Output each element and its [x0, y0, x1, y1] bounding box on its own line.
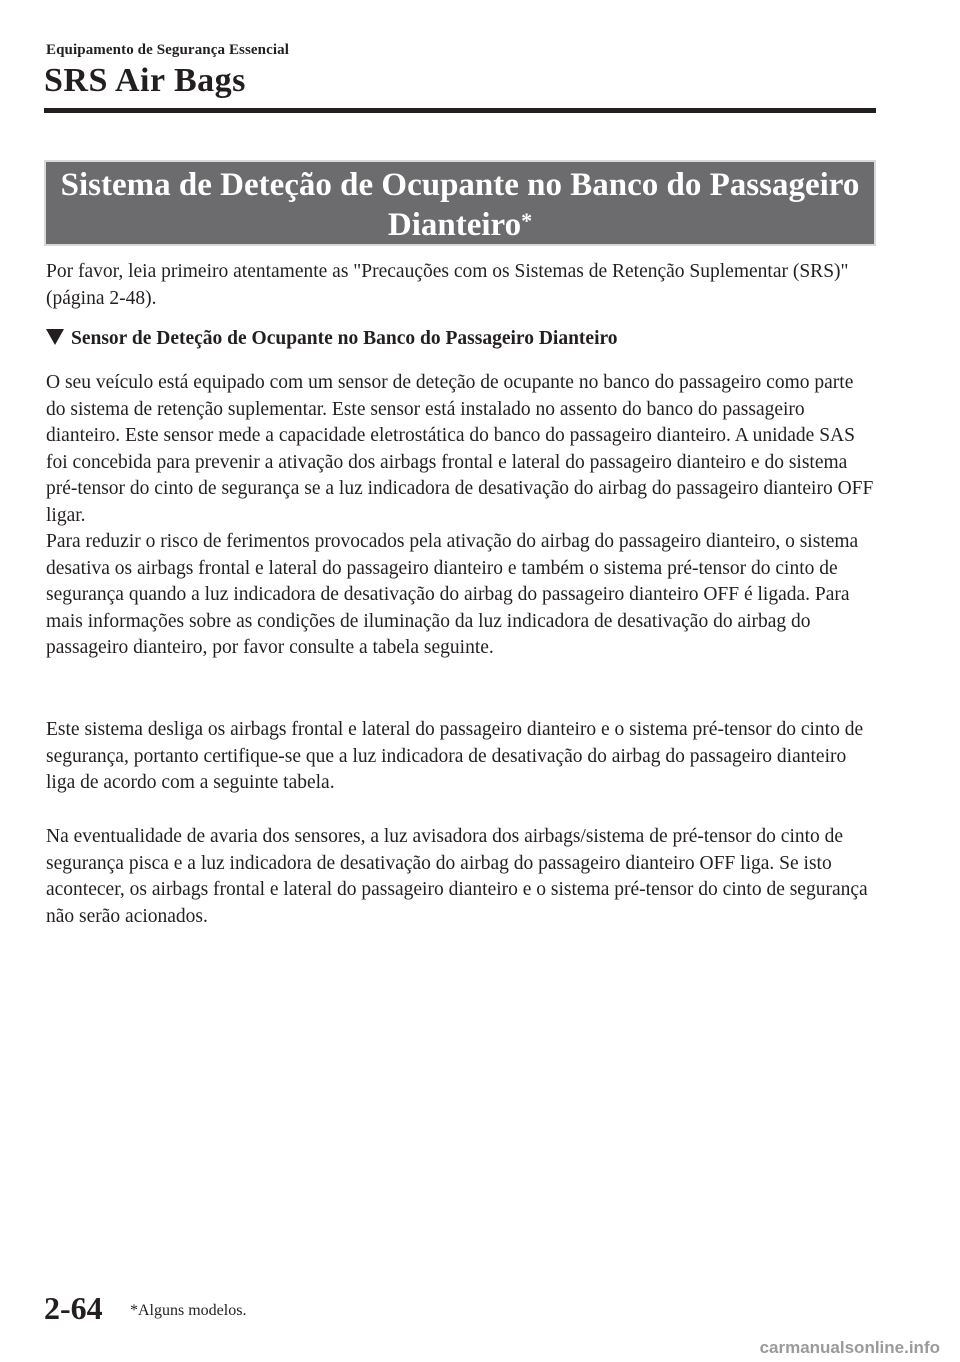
paragraph-3: Este sistema desliga os airbags frontal e lateral do passageiro dianteiro e o sistema pré-tensor do cinto de segurança, portanto certifique-se que a luz indicadora de desativação do airbag do passageiro dianteiro liga de acordo com a seguinte tabela. — [46, 719, 864, 793]
paragraph-4: Na eventualidade de avaria dos sensores, a luz avisadora dos airbags/sistema de pré-tensor do cinto de segurança pisca e a luz indicadora de desativação do airbag do passageiro dianteiro OFF liga. Se isto acontecer, os airbags frontal e lateral do passageiro dianteiro e o sistema pré-tensor do cinto de segurança não serão acionados. — [46, 826, 868, 927]
section-title-line2 — [46, 205, 874, 245]
intro-paragraph: Por favor, leia primeiro atentamente as "Precauções com os Sistemas de Retenção Suplementar (SRS)" (página 2-48). — [46, 261, 849, 309]
paragraph-1: O seu veículo está equipado com um sensor de deteção de ocupante no banco do passageiro como parte do sistema de retenção suplementar. Este sensor está instalado no assento do banco do passageiro dianteiro. Este sensor mede a capacidade eletrostática do banco do passageiro dianteiro. A unidade SAS foi concebida para prevenir a ativação dos airbags frontal e lateral do passageiro dianteiro e do sistema pré-tensor do cinto de segurança se a luz indicadora de desativação do airbag do passageiro dianteiro OFF ligar. — [46, 372, 874, 526]
footnote: *Alguns modelos. — [130, 1302, 247, 1319]
paragraph-2: Para reduzir o risco de ferimentos provocados pela ativação do airbag do passageiro dianteiro, o sistema desativa os airbags frontal e lateral do passageiro dianteiro e também o sistema pré-tensor do cinto de segurança quando a luz indicadora de desativação do airbag do passageiro dianteiro OFF é ligada. Para mais informações sobre as condições de iluminação da luz indicadora de desativação do airbag do passageiro dianteiro, por favor consulte a tabela seguinte. — [46, 531, 859, 658]
section-title-banner — [44, 160, 876, 246]
triangle-bullet-icon — [46, 329, 64, 345]
section-title-line2-text: Dianteiro — [387, 207, 522, 243]
section-kicker: Equipamento de Segurança Essencial — [46, 42, 290, 58]
subsection-heading — [46, 326, 618, 352]
body-block-1 — [46, 370, 876, 662]
page-number: 2-64 — [44, 1290, 103, 1326]
chapter-title: SRS Air Bags — [44, 62, 246, 99]
footnote-marker: * — [521, 208, 533, 233]
section-title-line1: Sistema de Deteção de Ocupante no Banco do Passageiro — [60, 167, 860, 203]
watermark: carmanualsonline.info — [759, 1338, 940, 1357]
subsection-title: Sensor de Deteção de Ocupante no Banco do Passageiro Dianteiro — [71, 328, 618, 349]
header-rule — [44, 108, 876, 113]
